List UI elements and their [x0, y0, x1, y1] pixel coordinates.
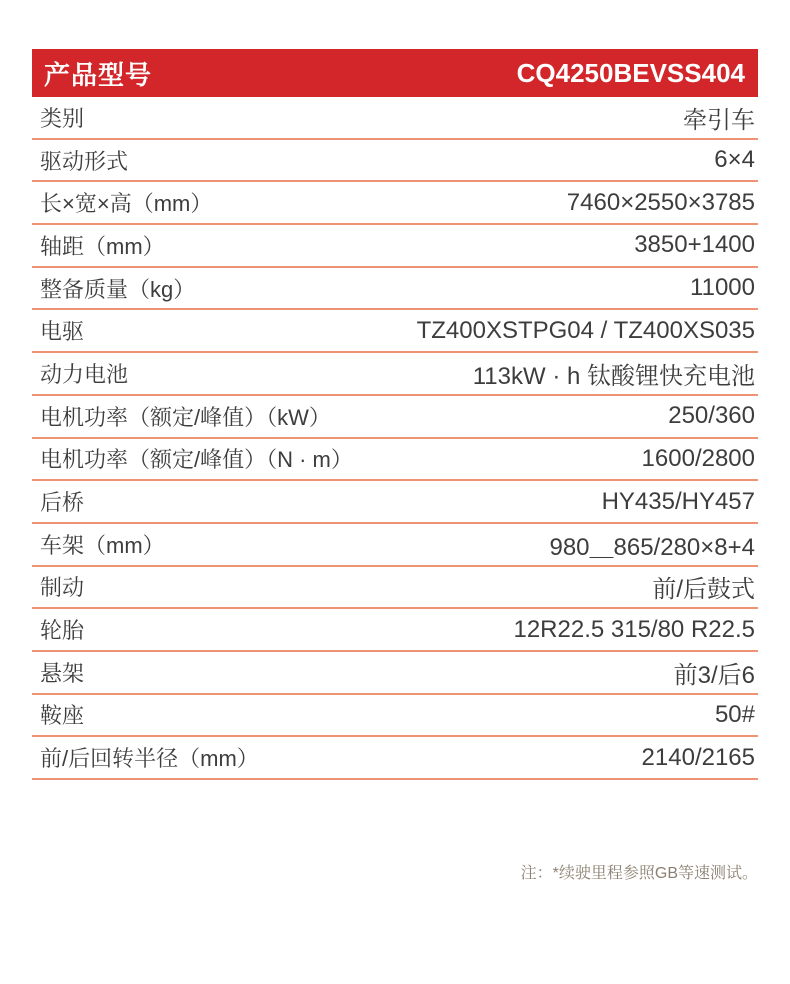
table-header-row	[32, 49, 758, 97]
spec-label: 悬架	[40, 660, 85, 686]
spec-label: 前/后回转半径（mm）	[40, 746, 259, 772]
spec-row-category	[32, 97, 758, 140]
spec-value: 11000	[690, 274, 755, 302]
spec-value: 前/后鼓式	[652, 576, 755, 604]
spec-label: 整备质量（kg）	[40, 276, 196, 302]
spec-row-brakes	[32, 567, 758, 610]
spec-row-curb-weight	[32, 268, 758, 311]
spec-value: 3850+1400	[634, 231, 755, 259]
spec-value: 7460×2550×3785	[566, 188, 755, 216]
spec-row-edrive	[32, 310, 758, 353]
spec-row-drive-type	[32, 140, 758, 183]
spec-label: 制动	[40, 575, 85, 601]
spec-label: 电驱	[40, 319, 85, 345]
spec-value: 250/360	[668, 402, 755, 430]
spec-value: 6×4	[714, 146, 755, 174]
spec-label: 车架（mm）	[40, 532, 165, 558]
spec-row-fifth-wheel	[32, 695, 758, 738]
spec-row-dimensions	[32, 182, 758, 225]
spec-value: 50#	[714, 700, 755, 728]
spec-label: 类别	[40, 105, 85, 131]
spec-label: 鞍座	[40, 703, 85, 729]
spec-value: 牵引车	[683, 106, 755, 134]
spec-row-turning-radius	[32, 737, 758, 780]
range-test-footnote: 注：*续驶里程参照GB等速测试。	[520, 865, 758, 882]
spec-row-frame	[32, 524, 758, 567]
spec-value: 前3/后6	[673, 661, 755, 689]
spec-value: TZ400XSTPG04 / TZ400XS035	[416, 316, 755, 344]
spec-value: 2140/2165	[641, 743, 755, 771]
spec-row-battery	[32, 353, 758, 396]
spec-value: 1600/2800	[641, 444, 755, 472]
spec-value: 113kW · h 钛酸锂快充电池	[472, 362, 755, 390]
spec-label: 轴距（mm）	[40, 233, 165, 259]
spec-row-rear-axle	[32, 481, 758, 524]
product-spec-table	[32, 49, 758, 780]
product-model-header-label: 产品型号	[44, 59, 153, 90]
spec-row-wheelbase	[32, 225, 758, 268]
spec-label: 驱动形式	[40, 148, 129, 174]
spec-value: 12R22.5 315/80 R22.5	[513, 615, 755, 643]
spec-row-motor-power-kw	[32, 396, 758, 439]
spec-value: HY435/HY457	[601, 487, 755, 515]
spec-row-tires	[32, 609, 758, 652]
spec-label: 后桥	[40, 490, 85, 516]
product-model-code: CQ4250BEVSS404	[516, 57, 745, 88]
spec-label: 动力电池	[40, 361, 129, 387]
spec-row-motor-torque-nm	[32, 439, 758, 482]
spec-row-suspension	[32, 652, 758, 695]
spec-label: 轮胎	[40, 618, 85, 644]
spec-label: 长×宽×高（mm）	[40, 191, 213, 217]
spec-value: 980＿865/280×8+4	[549, 533, 755, 561]
spec-label: 电机功率（额定/峰值）（kW）	[40, 404, 331, 430]
spec-label: 电机功率（额定/峰值）（N · m）	[40, 447, 353, 473]
